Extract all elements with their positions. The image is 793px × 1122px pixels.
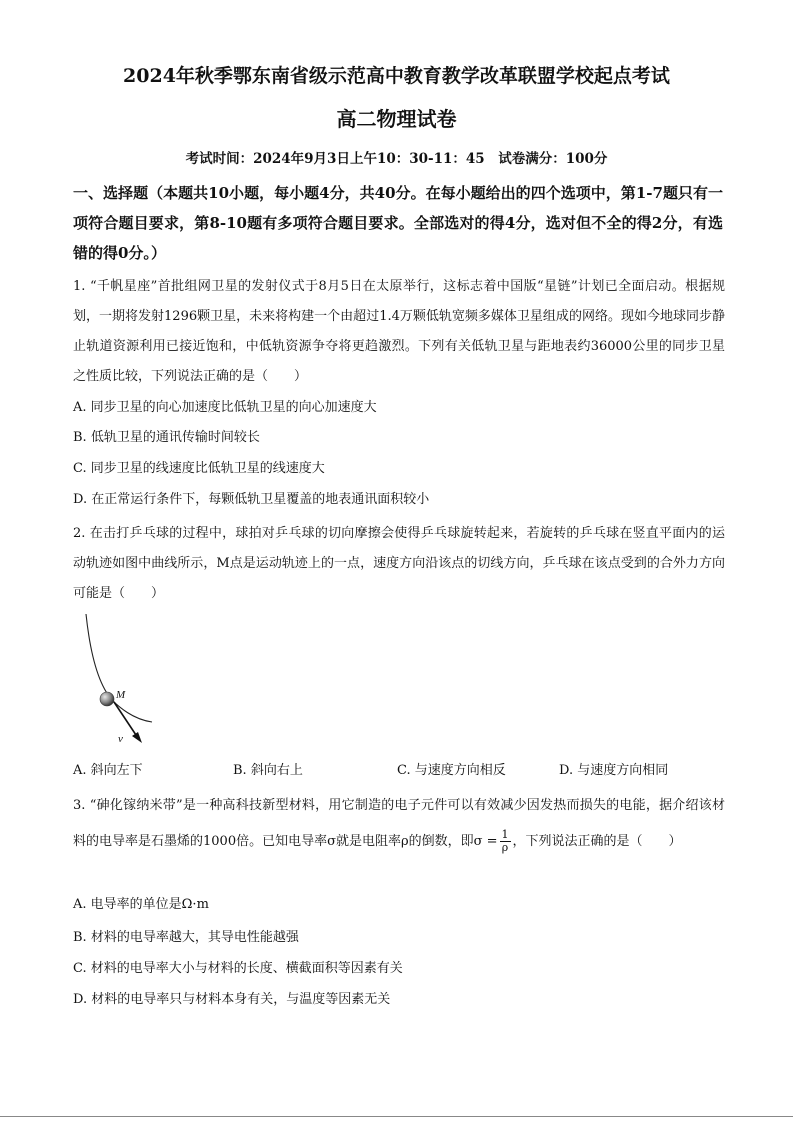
page-bottom-rule — [0, 1116, 793, 1117]
question-3-stem — [73, 788, 725, 860]
question-1-option-b: B. 低轨卫星的通讯传输时间较长 — [73, 430, 260, 445]
question-3-option-d: D. 材料的电导率只与材料本身有关，与温度等因素无关 — [73, 992, 391, 1007]
question-3-stem-text: 3. “砷化镓纳米带”是一种高科技新型材料，用它制造的电子元件可以有效减少因发热而损失的电能，据介绍该材料的电导率是石墨烯的1000倍。已知电导率σ就是电阻率ρ的倒数，即σ = — [73, 798, 725, 849]
question-3-stem-tail: ，下列说法正确的是（ ） — [512, 834, 682, 849]
question-1-option-a: A. 同步卫星的向心加速度比低轨卫星的向心加速度大 — [73, 400, 377, 415]
question-3-option-a: A. 电导率的单位是Ω·m — [73, 897, 209, 912]
trajectory-curve — [86, 614, 152, 722]
question-3-option-c: C. 材料的电导率大小与材料的长度、横截面积等因素有关 — [73, 961, 403, 976]
formula-numerator: 1 — [501, 828, 509, 841]
question-2-option-a: A. 斜向左下 — [73, 763, 143, 778]
point-m-label: M — [116, 689, 126, 701]
exam-subtitle: 高二物理试卷 — [336, 107, 457, 131]
trajectory-figure — [78, 612, 178, 752]
question-1-stem: 1. “千帆星座”首批组网卫星的发射仪式于8月5日在太原举行，这标志着中国版“星链”计划已全面启动。根据规划，一期将发射1296颗卫星，未来将构建一个由超过1.4万颗低轨宽频多媒体卫星组成的网络。现如今地球同步静止轨道资源利用已接近饱和，中低轨资源争夺将更趋激烈。下列有关低轨卫星与距地表约36000公里的同步卫星之性质比较，下列说法正确的是（ ） — [73, 279, 725, 384]
question-2-stem: 2. 在击打乒乓球的过程中，球拍对乒乓球的切向摩擦会使得乒乓球旋转起来，若旋转的乒乓球在竖直平面内的运动轨迹如图中曲线所示，M点是运动轨迹上的一点，速度方向沿该点的切线方向，乒乓球在该点受到的合外力方向可能是（ ） — [73, 526, 725, 601]
velocity-label: v — [118, 733, 123, 745]
question-2-options — [73, 761, 723, 781]
question-3-option-b: B. 材料的电导率越大，其导电性能越强 — [73, 930, 299, 945]
question-2-option-d: D. 与速度方向相同 — [559, 763, 669, 778]
ball-point-m — [100, 692, 114, 706]
exam-title: 2024年秋季鄂东南省级示范高中教育教学改革联盟学校起点考试 — [123, 65, 670, 87]
question-2-option-c: C. 与速度方向相反 — [397, 763, 506, 778]
formula-fraction — [500, 829, 511, 854]
question-1-option-d: D. 在正常运行条件下，每颗低轨卫星覆盖的地表通讯面积较小 — [73, 492, 430, 507]
exam-info: 考试时间：2024年9月3日上午10：30-11：45 试卷满分：100分 — [185, 151, 608, 167]
formula-denominator: ρ — [501, 841, 509, 854]
question-2-option-b: B. 斜向右上 — [233, 763, 303, 778]
velocity-arrowhead — [132, 732, 142, 743]
section-heading: 一、选择题（本题共10小题，每小题4分，共40分。在每小题给出的四个选项中，第1-7题只有一项符合题目要求，第8-10题有多项符合题目要求。全部选对的得4分，选对但不全的得2分，有选错的得0分。） — [73, 184, 723, 262]
question-1-option-c: C. 同步卫星的线速度比低轨卫星的线速度大 — [73, 461, 325, 476]
